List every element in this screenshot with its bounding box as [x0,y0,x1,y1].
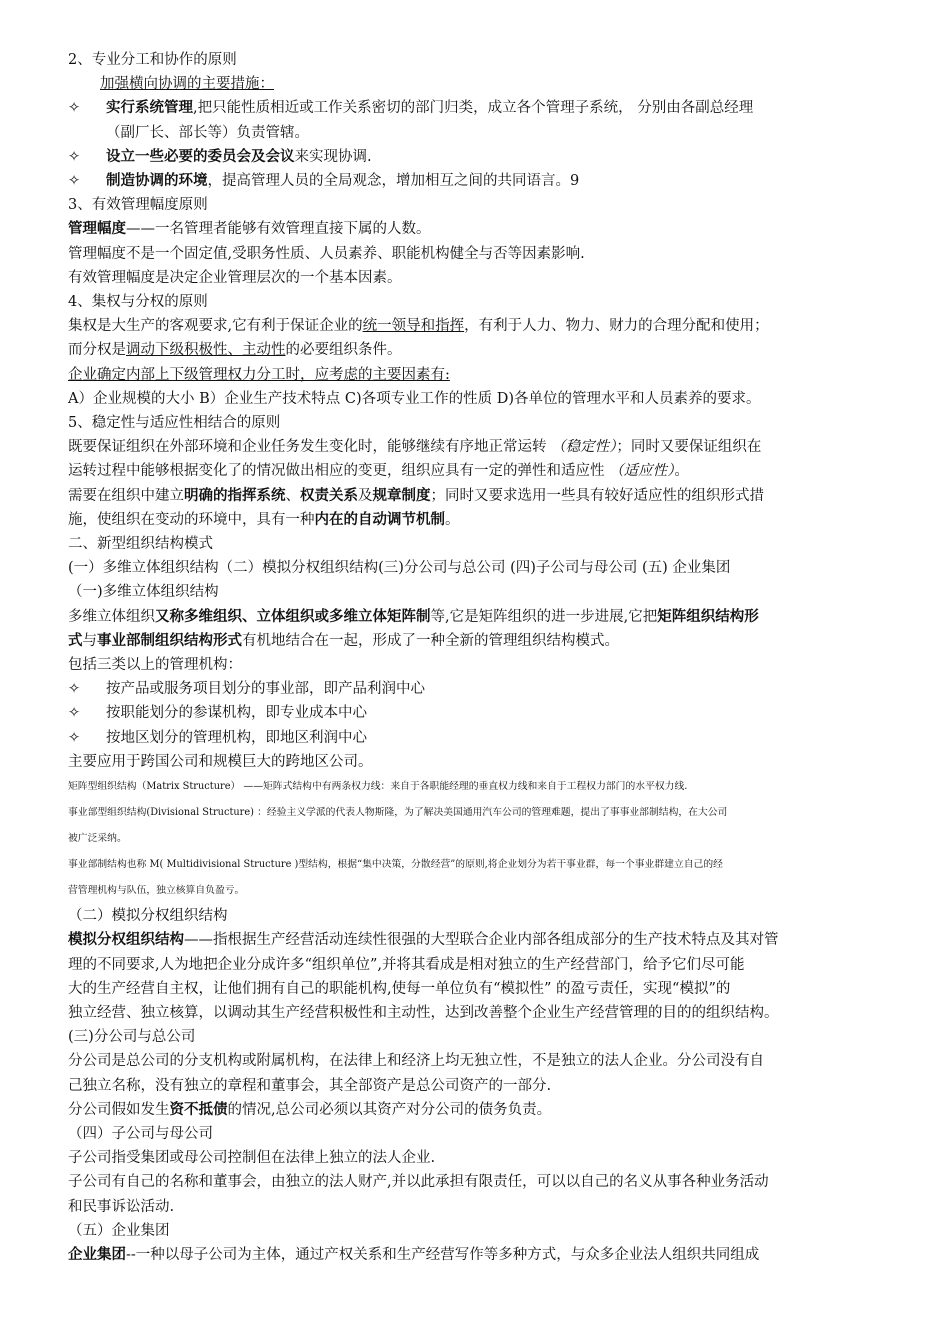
paragraph: 主要应用于跨国公司和规模巨大的跨地区公司。 [68,753,373,770]
paragraph: 有效管理幅度是决定企业管理层次的一个基本因素。 [68,269,402,286]
paragraph: 己独立名称，没有独立的章程和董事会，其全部资产是总公司资产的一部分. [68,1077,552,1094]
paragraph: (一）多维立体组织结构（二）模拟分权组织结构(三)分公司与总公司 (四)子公司与母公司 (五) 企业集团 [68,560,731,577]
bullet-item: ✧ 按产品或服务项目划分的事业部，即产品利润中心 [68,677,884,701]
subsection-heading: （二）模拟分权组织结构 [68,908,228,925]
subsection-heading: (三)分公司与总公司 [68,1029,196,1046]
section-heading: 4、集权与分权的原则 [68,294,208,311]
document-page [68,48,884,1267]
paragraph: 大的生产经营自主权，让他们拥有自己的职能机构,使每一单位负有“模拟性” 的盈亏责任，实现“模拟”的 [68,980,731,997]
bullet-item: ✧ 制造协调的环境，提高管理人员的全局观念，增加相互之间的共同语言。9 [68,169,884,193]
diamond-bullet-icon: ✧ [68,148,81,165]
paragraph: 子公司指受集团或母公司控制但在法律上独立的法人企业. [68,1150,436,1167]
paragraph: 分公司假如发生资不抵债的情况,总公司必须以其资产对分公司的债务负责。 [68,1100,552,1118]
subsection-heading: （五）企业集团 [68,1222,170,1239]
paragraph: 和民事诉讼活动. [68,1198,175,1215]
diamond-bullet-icon: ✧ [68,100,81,117]
paragraph: 施，使组织在变动的环境中，具有一种内在的自动调节机制。 [68,510,460,528]
paragraph: 理的不同要求,人为地把企业分成许多“组织单位”,并将其看成是相对独立的生产经营部门，给予它们尽可能 [68,956,745,973]
section-heading: 2、专业分工和协作的原则 [68,52,237,68]
paragraph: 包括三类以上的管理机构： [68,657,242,674]
diamond-bullet-icon: ✧ [68,681,81,698]
paragraph: 需要在组织中建立明确的指挥系统、权责关系及规章制度；同时又要求选用一些具有较好适应性的组织形式措 [68,486,764,504]
paragraph: 运转过程中能够根据变化了的情况做出相应的变更，组织应具有一定的弹性和适应性 （适应性）。 [68,463,689,480]
bullet-item: ✧ 按地区划分的管理机构，即地区利润中心 [68,726,884,750]
section-heading: 5、稳定性与适应性相结合的原则 [68,415,281,432]
bullet-item: ✧ 按职能划分的参谋机构，即专业成本中心 [68,701,884,725]
underlined-subheading: 加强横向协调的主要措施： [100,76,274,93]
paragraph: 既要保证组织在外部环境和企业任务发生变化时，能够继续有序地正常运转 （稳定性）；同时又要保证组织在 [68,439,762,456]
paragraph: 管理幅度——一名管理者能够有效管理直接下属的人数。 [68,220,431,238]
paragraph: 企业确定内部上下级管理权力分工时，应考虑的主要因素有: [68,366,450,383]
chapter-heading: 二、新型组织结构模式 [68,536,213,553]
paragraph: 而分权是调动下级积极性、主动性的必要组织条件。 [68,342,402,359]
paragraph: 企业集团--一种以母子公司为主体，通过产权关系和生产经营写作等多种方式，与众多企业法人组织共同组成 [68,1245,760,1263]
paragraph: 集权是大生产的客观要求,它有利于保证企业的统一领导和指挥，有利于人力、物力、财力的合理分配和使用； [68,318,769,335]
bullet-item: ✧ 设立一些必要的委员会及会议来实现协调. [68,145,884,169]
paragraph: 多维立体组织又称多维组织、立体组织或多维立体矩阵制等,它是矩阵组织的进一步进展,它把矩阵组织结构形 [68,607,759,625]
footnote: 被广泛采纳。 [68,833,127,845]
diamond-bullet-icon: ✧ [68,705,81,722]
paragraph: 管理幅度不是一个固定值,受职务性质、人员素养、职能机构健全与否等因素影响. [68,245,585,262]
paragraph: 分公司是总公司的分支机构或附属机构，在法律上和经济上均无独立性，不是独立的法人企业。分公司没有自 [68,1053,764,1070]
paragraph: 子公司有自己的名称和董事会，由独立的法人财产,并以此承担有限责任，可以以自己的名义从事各种业务活动 [68,1174,769,1191]
paragraph: 模拟分权组织结构——指根据生产经营活动连续性很强的大型联合企业内部各组成部分的生产技术特点及其对管 [68,931,779,949]
diamond-bullet-icon: ✧ [68,729,81,746]
footnote: 事业部制结构也称 M( Multidivisional Structure )型结构，根据“集中决策，分散经营”的原则,将企业划分为若干事业群，每一个事业群建立自己的经 [68,859,723,871]
paragraph: A）企业规模的大小 B）企业生产技术特点 C)各项专业工作的性质 D)各单位的管理水平和人员素养的要求。 [68,390,761,407]
footnote: 营管理机构与队伍，独立核算自负盈亏。 [68,885,245,897]
paragraph: 式与事业部制组织结构形式有机地结合在一起，形成了一种全新的管理组织结构模式。 [68,631,619,649]
diamond-bullet-icon: ✧ [68,173,81,190]
subsection-heading: （一)多维立体组织结构 [68,584,219,601]
paragraph: 独立经营、独立核算，以调动其生产经营积极性和主动性，达到改善整个企业生产经营管理的目的的组织结构。 [68,1004,779,1021]
footnote: 矩阵型组织结构（Matrix Structure） ——矩阵式结构中有两条权力线：来自于各职能经理的垂直权力线和来自于工程权力部门的水平权力线. [68,781,688,793]
footnote: 事业部型组织结构(Divisional Structure) ：经验主义学派的代表人物斯隆，为了解决美国通用汽车公司的管理难题，提出了事事业部制结构，在大公司 [68,807,728,819]
subsection-heading: （四）子公司与母公司 [68,1125,213,1142]
section-heading: 3、有效管理幅度原则 [68,197,208,214]
bullet-item: ✧ 实行系统管理,把只能性质相近或工作关系密切的部门归类，成立各个管理子系统， 分别由各副总经理 （副厂长、部长等）负责管辖。 [68,96,884,144]
